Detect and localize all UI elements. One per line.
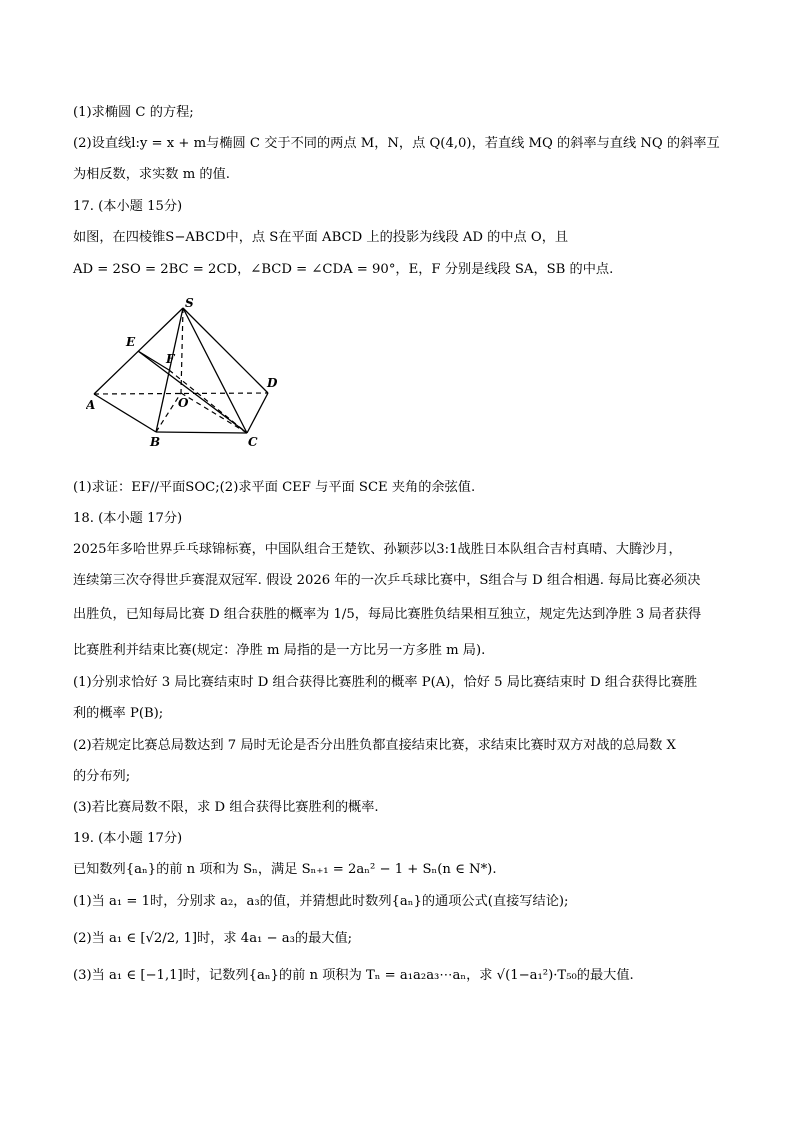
text-line-16: 的分布列; <box>73 769 131 784</box>
label-S: S <box>185 296 194 310</box>
text-line-14: 利的概率 P(B); <box>73 706 164 721</box>
question-17-header: 17. (本小题 15分) <box>73 199 183 214</box>
text-line-5: 如图，在四棱锥S−ABCD中，点 S在平面 ABCD 上的投影为线段 AD 的中点 O，且 <box>73 230 569 245</box>
text-line-17: (3)若比赛局数不限，求 D 组合获得比赛胜利的概率. <box>73 800 379 815</box>
pyramid-figure <box>86 296 296 454</box>
question-19-header: 19. (本小题 17分) <box>73 831 183 846</box>
text-line-3: 为相反数，求实数 m 的值. <box>73 167 230 182</box>
label-B: B <box>150 435 161 449</box>
text-line-20: (1)当 a₁ = 1时，分别求 a₂，a₃的值，并猜想此时数列{aₙ}的通项公式(直接写结论); <box>73 894 569 909</box>
label-O: O <box>178 396 189 410</box>
text-line-6: AD = 2SO = 2BC = 2CD，∠BCD = ∠CDA = 90°，E，F 分别是线段 SA，SB 的中点. <box>73 262 614 277</box>
text-line-15: (2)若规定比赛总局数达到 7 局时无论是否分出胜负都直接结束比赛，求结束比赛时双方对战的总局数 X <box>73 738 676 753</box>
text-line-1: (1)求椭圆 C 的方程; <box>73 105 194 120</box>
label-D: D <box>267 376 278 390</box>
label-F: F <box>166 352 175 366</box>
text-line-21: (2)当 a₁ ∈ [√2/2, 1]时，求 4a₁ − a₃的最大值; <box>73 931 353 946</box>
text-line-11: 出胜负，已知每局比赛 D 组合获胜的概率为 1/5，每局比赛胜负结果相互独立，规定先达到净胜 3 局者获得 <box>73 607 702 622</box>
text-line-19: 已知数列{aₙ}的前 n 项和为 Sₙ，满足 Sₙ₊₁ = 2aₙ² − 1 + Sₙ(n ∈ N*). <box>73 862 497 877</box>
question-18-header: 18. (本小题 17分) <box>73 511 183 526</box>
text-line-13: (1)分别求恰好 3 局比赛结束时 D 组合获得比赛胜利的概率 P(A)，恰好 5 局比赛结束时 D 组合获得比赛胜 <box>73 675 698 690</box>
text-line-7: (1)求证：EF//平面SOC;(2)求平面 CEF 与平面 SCE 夹角的余弦值. <box>73 480 476 495</box>
text-line-10: 连续第三次夺得世乒赛混双冠军. 假设 2026 年的一次乒乓球比赛中，S组合与 D 组合相遇. 每局比赛必须决 <box>73 573 701 588</box>
text-line-22: (3)当 a₁ ∈ [−1,1]时，记数列{aₙ}的前 n 项积为 Tₙ = a₁a₂a₃⋯aₙ，求 √(1−a₁²)·T₅₀的最大值. <box>73 968 634 983</box>
text-line-12: 比赛胜利并结束比赛(规定：净胜 m 局指的是一方比另一方多胜 m 局). <box>73 643 486 658</box>
label-E: E <box>126 335 136 349</box>
text-line-2: (2)设直线l:y = x + m与椭圆 C 交于不同的两点 M，N，点 Q(4,0)，若直线 MQ 的斜率与直线 NQ 的斜率互 <box>73 136 720 151</box>
label-A: A <box>86 398 96 412</box>
label-C: C <box>248 435 258 449</box>
text-line-9: 2025年多哈世界乒乓球锦标赛，中国队组合王楚钦、孙颖莎以3:1战胜日本队组合吉村真晴、大腾沙月， <box>73 542 682 557</box>
